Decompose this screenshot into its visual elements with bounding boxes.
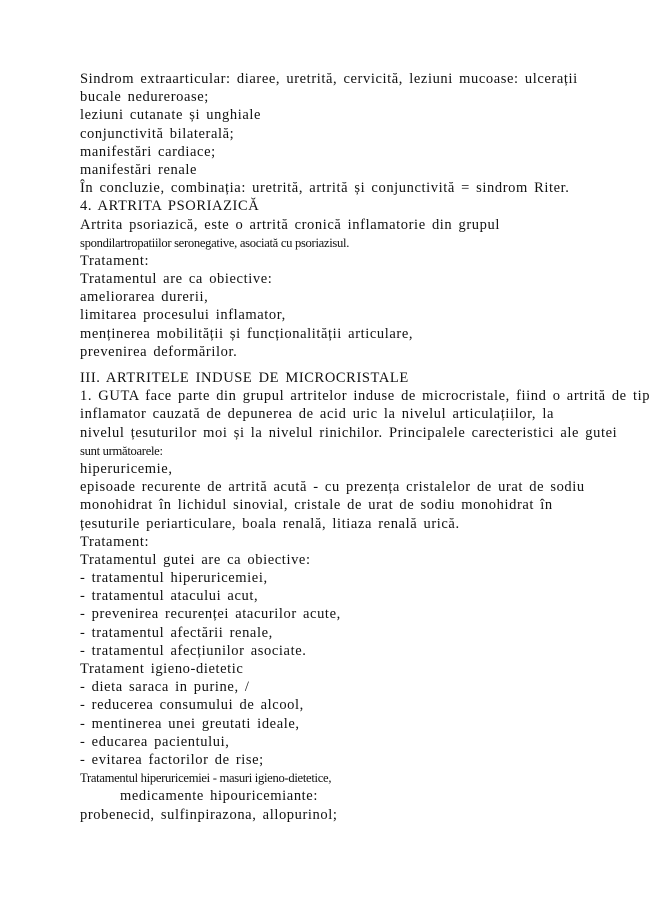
line-gap [80,361,580,369]
text-line: spondilartropatiilor seronegative, asociată cu psoriazisul. [80,235,350,250]
text-line: leziuni cutanate și unghiale [80,107,262,124]
text-line: - prevenirea recurenței atacurilor acute, [80,606,341,623]
text-line: Sindrom extraarticular: diaree, uretrită, cervicită, leziuni mucoase: ulcerații [80,71,578,87]
text-line: inflamator cauzată de depunerea de acid uric la nivelul articulațiilor, la [80,406,555,423]
text-line: - reducerea consumului de alcool, [80,697,304,714]
text-line: Tratament: [80,533,150,550]
text-line: menținerea mobilității și funcționalității articulare, [80,325,414,342]
text-line: - educarea pacientului, [80,733,230,750]
text-line: Artrita psoriazică, este o artrită cronică inflamatorie din grupul [80,216,500,233]
text-line: conjunctivită bilaterală; [80,125,235,142]
text-line: Tratamentul are ca obiective: [80,271,273,288]
text-line: manifestări renale [80,161,198,178]
text-line: probenecid, sulfinpirazona, allopurinol; [80,806,338,823]
text-line: III. ARTRITELE INDUSE DE MICROCRISTALE [80,370,409,386]
text-line: medicamente hipouricemiante: [120,788,318,805]
text-line: În concluzie, combinația: uretrită, artrită și conjunctivită = sindrom Riter. [80,180,570,197]
text-line: - tratamentul afectării renale, [80,624,273,641]
text-line: Tratamentul gutei are ca obiective: [80,551,311,568]
text-line: nivelul țesuturilor moi și la nivelul rinichilor. Principalele carecteristici ale gutei [80,424,618,441]
text-line: bucale nedureroase; [80,89,209,106]
text-line: sunt următoarele: [80,443,163,458]
text-line: - tratamentul afecțiunilor asociate. [80,642,307,659]
text-line: - dieta saraca in purine, / [80,679,250,696]
text-line: limitarea procesului inflamator, [80,307,286,324]
document-page [80,70,650,824]
text-line: 4. ARTRITA PSORIAZICĂ [80,198,260,215]
text-line: - mentinerea unei greutati ideale, [80,715,300,732]
text-line: prevenirea deformărilor. [80,343,238,360]
text-line: - tratamentul atacului acut, [80,588,259,605]
text-line: - evitarea factorilor de rise; [80,751,264,768]
text-line: manifestări cardiace; [80,143,216,160]
text-line: hiperuricemie, [80,460,173,477]
text-line: ameliorarea durerii, [80,289,209,306]
text-line: 1. GUTA face parte din grupul artritelor induse de microcristale, fiind o artrită de tip [80,388,650,405]
text-line: țesuturile periarticulare, boala renală, litiaza renală urică. [80,515,460,532]
text-line: Tratamentul hiperuricemiei - masuri igieno-dietetice, [80,771,332,786]
text-line: - tratamentul hiperuricemiei, [80,570,268,587]
text-line: episoade recurente de artrită acută - cu prezența cristalelor de urat de sodiu [80,479,585,496]
text-line: monohidrat în lichidul sinovial, cristale de urat de sodiu monohidrat în [80,497,553,514]
text-line: Tratament igieno-dietetic [80,661,244,677]
text-line: Tratament: [80,252,150,269]
